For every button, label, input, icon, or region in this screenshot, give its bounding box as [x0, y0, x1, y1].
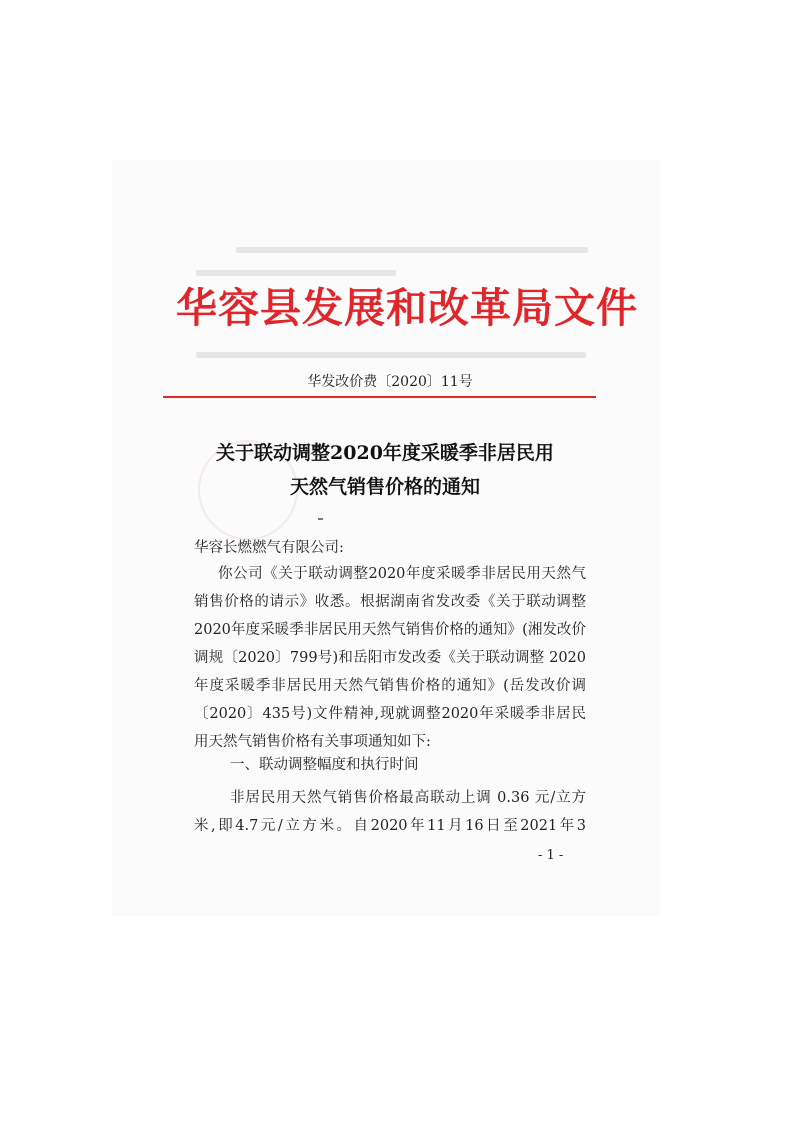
- document-number: 华发改价费〔2020〕11号: [307, 374, 473, 390]
- bleed-through-line: [196, 352, 586, 358]
- body-line: 调规〔2020〕799号)和岳阳市发改委《关于联动调整 2020: [194, 650, 586, 666]
- body-line: 你公司《关于联动调整2020年度采暖季非居民用天然气: [218, 566, 586, 582]
- scan-speck: [318, 518, 323, 520]
- body-line: 米,即4.7元/立方米。自2020年11月16日至2021年3: [194, 818, 586, 834]
- bleed-through-line: [236, 247, 588, 253]
- body-line: 销售价格的请示》收悉。根据湖南省发改委《关于联动调整: [194, 594, 586, 610]
- addressee: 华容长燃燃气有限公司:: [194, 540, 344, 556]
- red-divider-line: [163, 396, 596, 398]
- body-line: 〔2020〕435号)文件精神,现就调整2020年采暖季非居民: [194, 706, 586, 722]
- notice-title: [160, 436, 610, 504]
- page-number: - 1 -: [538, 848, 564, 863]
- body-line: 用天然气销售价格有关事项通知如下:: [194, 734, 431, 750]
- section-heading: 一、联动调整幅度和执行时间: [230, 757, 419, 773]
- notice-title-line: 天然气销售价格的通知: [289, 476, 480, 498]
- agency-header-title: 华容县发展和改革局文件: [176, 284, 638, 332]
- body-line: 年度采暖季非居民用天然气销售价格的通知》(岳发改价调: [194, 678, 586, 694]
- body-line: 非居民用天然气销售价格最高联动上调 0.36 元/立方: [230, 790, 586, 806]
- notice-title-line: 关于联动调整2020年度采暖季非居民用: [216, 442, 554, 464]
- body-line: 2020年度采暖季非居民用天然气销售价格的通知》(湘发改价: [194, 622, 586, 638]
